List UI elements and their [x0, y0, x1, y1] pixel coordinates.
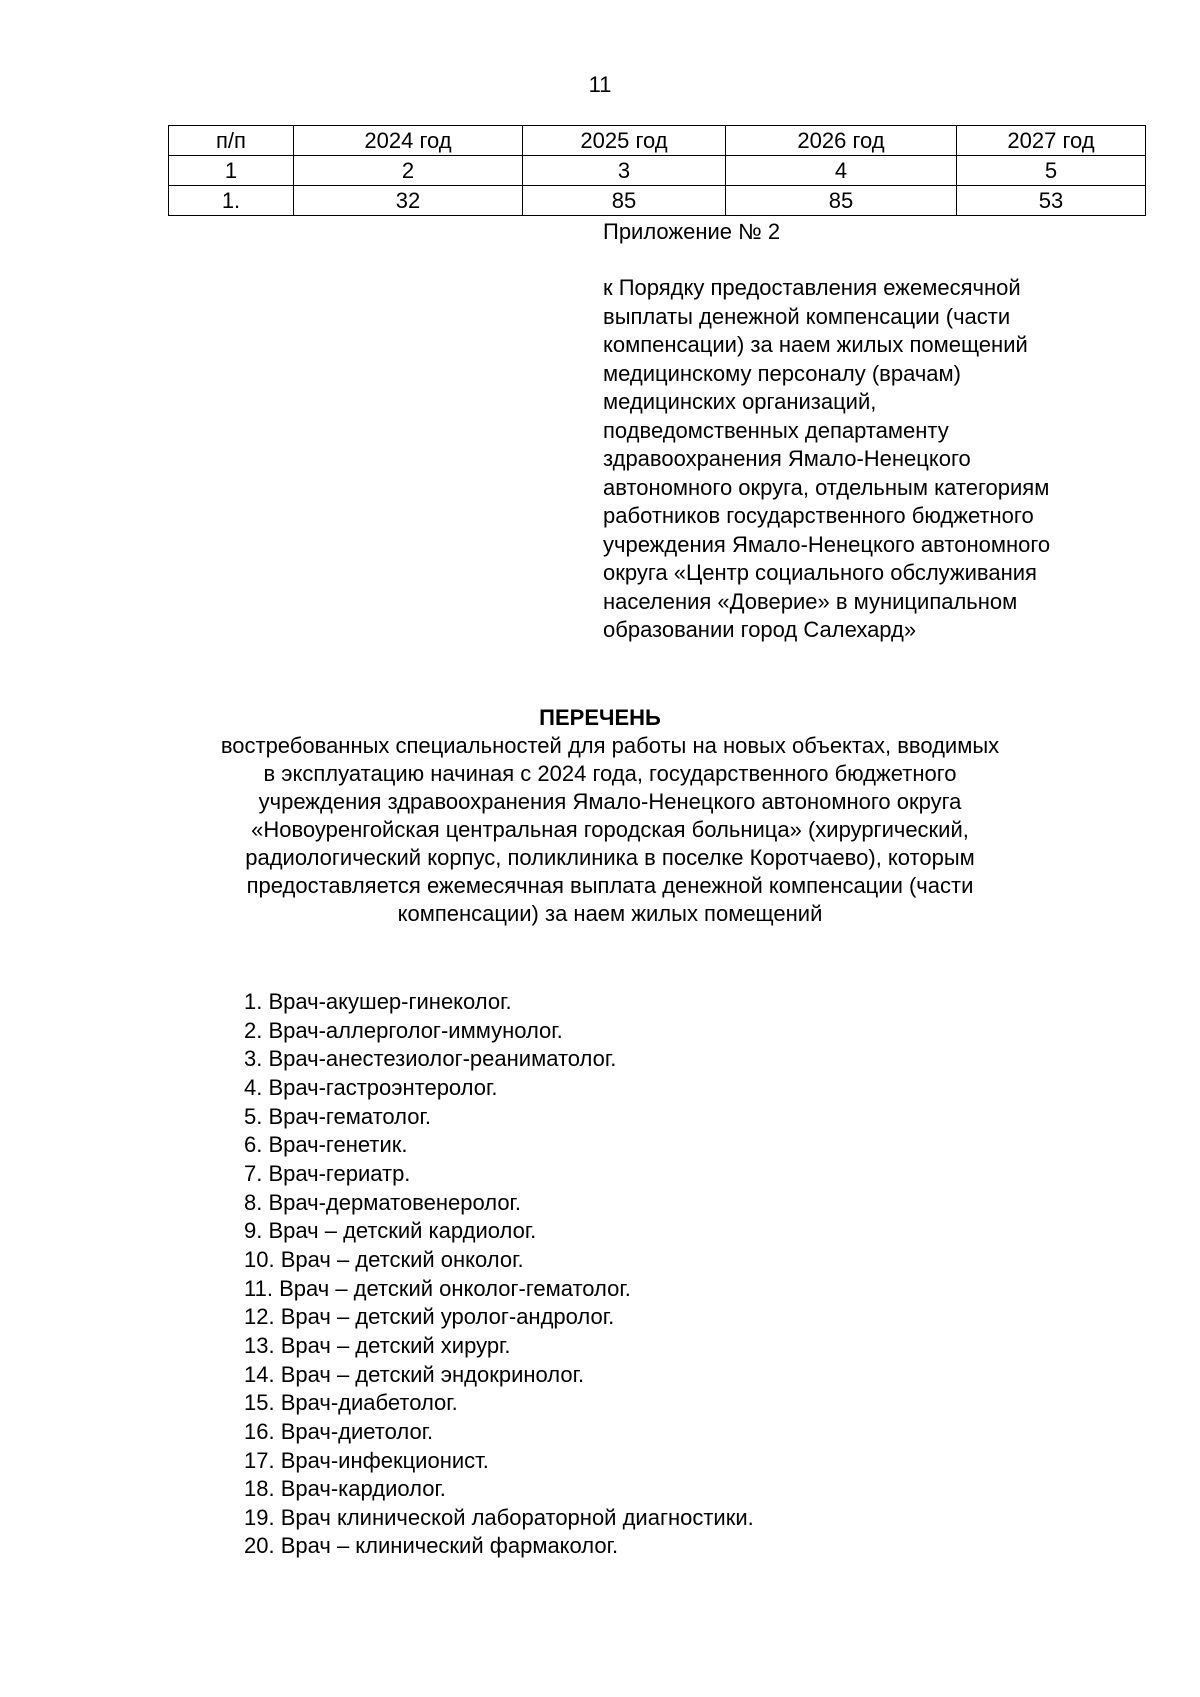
table-cell: 2: [294, 156, 523, 186]
table-cell: 2024 год: [294, 126, 523, 156]
table-cell: 85: [523, 186, 726, 216]
list-item-text: Врач – детский хирург.: [280, 1332, 511, 1358]
list-item: [0, 1017, 1200, 1046]
list-item-text: Врач-инфекционист.: [280, 1447, 489, 1473]
list-item: [0, 1532, 1200, 1561]
list-subheading: востребованных специальностей для работы на новых объектах, вводимых в эксплуатацию начиная с 2024 года, государственного бюджетного учреждения здравоохранения Ямало-Ненецкого автономного округа «Новоуренгойская центральная городская больница» (хирургический, радиологический корпус, поликлиника в поселке Коротчаево), которым предоставляется ежемесячная выплата денежной компенсации (части компенсации) за наем жилых помещений: [220, 733, 1000, 926]
table-cell: 85: [726, 186, 957, 216]
table-row: [169, 156, 1146, 186]
table-cell: 32: [294, 186, 523, 216]
table-cell: 1.: [169, 186, 294, 216]
list-item-number: 4.: [244, 1074, 263, 1100]
list-item-number: 17.: [244, 1447, 275, 1473]
list-item-number: 19.: [244, 1504, 275, 1530]
list-item: [0, 1361, 1200, 1390]
appendix-text: к Порядку предоставления ежемесячной выплаты денежной компенсации (части компенсации) за наем жилых помещений медицинскому персоналу (врачам) медицинских организаций, подведомственных департаменту здравоохранения Ямало-Ненецкого автономного округа, отдельным категориям работников государственного бюджетного учреждения Ямало-Ненецкого автономного округа «Центр социального обслуживания населения «Доверие» в муниципальном образовании город Салехард»: [603, 275, 1051, 642]
list-item: [0, 1217, 1200, 1246]
list-item-text: Врач – детский эндокринолог.: [280, 1361, 585, 1387]
list-item: [0, 1332, 1200, 1361]
list-item-text: Врач-диетолог.: [280, 1418, 434, 1444]
list-item: [0, 1303, 1200, 1332]
list-item: [0, 1189, 1200, 1218]
table-cell: 3: [523, 156, 726, 186]
list-item-text: Врач – детский уролог-андролог.: [280, 1304, 615, 1330]
list-item-number: 3.: [244, 1046, 263, 1072]
list-item-number: 7.: [244, 1160, 263, 1186]
list-item: [0, 1504, 1200, 1533]
list-item-number: 6.: [244, 1132, 263, 1158]
list-item-text: Врач – детский онколог.: [280, 1246, 524, 1272]
list-item-number: 14.: [244, 1361, 275, 1387]
table-cell: 4: [726, 156, 957, 186]
list-item-number: 18.: [244, 1476, 275, 1502]
table-cell: 2025 год: [523, 126, 726, 156]
table-cell: 1: [169, 156, 294, 186]
table-cell: 53: [957, 186, 1146, 216]
list-item-text: Врач-гематолог.: [268, 1103, 431, 1129]
list-item: [0, 1160, 1200, 1189]
list-item: [0, 1275, 1200, 1304]
list-item: [0, 1074, 1200, 1103]
list-item-text: Врач-гастроэнтеролог.: [268, 1074, 498, 1100]
data-table: [168, 125, 1146, 216]
list-item: [0, 1131, 1200, 1160]
list-item-text: Врач – детский онколог-гематолог.: [279, 1275, 631, 1301]
table-cell: 2027 год: [957, 126, 1146, 156]
list-item-text: Врач-акушер-гинеколог.: [268, 989, 512, 1014]
list-heading: ПЕРЕЧЕНЬ: [539, 705, 661, 730]
list-item-number: 16.: [244, 1418, 275, 1444]
list-item: [0, 1045, 1200, 1074]
list-item-text: Врач-аллерголог-иммунолог.: [268, 1017, 563, 1043]
list-item-text: Врач-анестезиолог-реаниматолог.: [268, 1046, 617, 1072]
list-item-number: 8.: [244, 1189, 263, 1215]
list-item-text: Врач – детский кардиолог.: [268, 1218, 537, 1244]
table-row: [169, 126, 1146, 156]
specialties-list: [0, 988, 1200, 1561]
list-item: [0, 1475, 1200, 1504]
list-item: [0, 1447, 1200, 1476]
list-item-text: Врач-кардиолог.: [280, 1476, 446, 1502]
table-row: [169, 186, 1146, 216]
list-item-number: 1.: [244, 989, 263, 1014]
page-number: 11: [588, 72, 612, 97]
list-item-number: 11.: [244, 1275, 273, 1301]
list-item: [0, 1418, 1200, 1447]
table-cell: 2026 год: [726, 126, 957, 156]
list-item-number: 2.: [244, 1017, 263, 1043]
list-item: [0, 1246, 1200, 1275]
list-item-text: Врач клинической лабораторной диагностики.: [280, 1504, 754, 1530]
list-item: [0, 988, 1200, 1017]
list-item-number: 9.: [244, 1218, 263, 1244]
list-item-number: 20.: [244, 1533, 275, 1559]
list-item: [0, 1103, 1200, 1132]
list-item-number: 13.: [244, 1332, 275, 1358]
list-item: [0, 1389, 1200, 1418]
list-item-number: 15.: [244, 1390, 275, 1416]
list-item-text: Врач-дерматовенеролог.: [268, 1189, 522, 1215]
appendix-title: Приложение № 2: [603, 219, 781, 244]
list-item-text: Врач – клинический фармаколог.: [280, 1533, 619, 1559]
table-cell: п/п: [169, 126, 294, 156]
list-item-text: Врач-диабетолог.: [280, 1390, 458, 1416]
list-item-number: 12.: [244, 1304, 275, 1330]
list-item-text: Врач-гериатр.: [268, 1160, 411, 1186]
list-item-text: Врач-генетик.: [268, 1132, 408, 1158]
table-cell: 5: [957, 156, 1146, 186]
list-item-number: 5.: [244, 1103, 263, 1129]
list-item-number: 10.: [244, 1246, 275, 1272]
